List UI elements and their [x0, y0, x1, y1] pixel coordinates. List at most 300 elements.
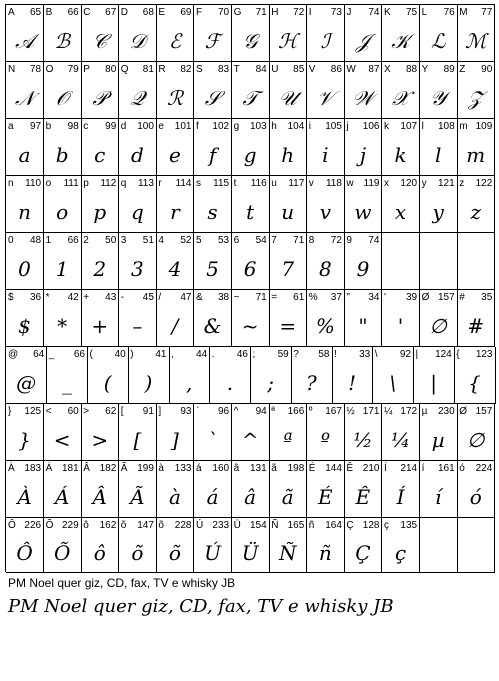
glyph-char-label: Ô — [8, 520, 16, 531]
empty-cell — [382, 233, 420, 290]
glyph-cell — [194, 176, 232, 233]
glyph-code-label: 66 — [67, 7, 79, 18]
glyph-code-label: 230 — [438, 406, 455, 417]
glyph-cell — [420, 176, 458, 233]
glyph-char-label: à — [158, 463, 164, 474]
glyph-sample: ã — [281, 484, 294, 509]
glyph-code-label: 46 — [236, 349, 248, 360]
glyph-char-label: s — [196, 178, 201, 189]
glyph-sample: ª — [282, 427, 293, 452]
glyph-cell — [6, 62, 44, 119]
glyph-code-label: 125 — [24, 406, 42, 417]
glyph-sample: f — [208, 142, 217, 167]
glyph-code-label: 164 — [325, 520, 342, 531]
glyph-code-label: 35 — [481, 292, 493, 303]
glyph-char-label: h — [271, 121, 277, 132]
glyph-char-label: Ñ — [271, 520, 279, 531]
glyph-sample: 2 — [93, 256, 107, 281]
glyph-char-label: + — [83, 292, 90, 303]
glyph-sample: y — [432, 199, 444, 224]
glyph-cell — [344, 404, 382, 461]
glyph-sample: $ — [18, 313, 31, 338]
glyph-char-label: Y — [421, 64, 429, 75]
glyph-code-label: 172 — [400, 406, 418, 417]
sample-text-script: PM Noel quer giz, CD, fax, TV e whisky JB — [8, 596, 394, 617]
glyph-char-label: w — [346, 178, 354, 189]
glyph-cell — [457, 5, 495, 62]
glyph-char-label: ; — [252, 349, 256, 360]
glyph-sample: 𝒢 — [243, 28, 258, 53]
glyph-char-label: í — [421, 463, 425, 474]
glyph-code-label: 45 — [142, 292, 154, 303]
glyph-sample: ^ — [241, 427, 259, 452]
glyph-sample: 𝒥 — [356, 28, 370, 53]
glyph-char-label: u — [271, 178, 277, 189]
glyph-cell — [232, 5, 270, 62]
glyph-cell — [344, 176, 382, 233]
glyph-code-label: 226 — [24, 520, 42, 531]
glyph-sample: 𝒜 — [15, 28, 34, 53]
glyph-cell — [307, 62, 345, 119]
glyph-row — [6, 347, 496, 404]
glyph-code-label: 62 — [105, 406, 117, 417]
glyph-cell — [44, 233, 82, 290]
glyph-char-label: Z — [459, 64, 466, 75]
glyph-cell — [307, 461, 345, 518]
glyph-char-label: Í — [384, 463, 387, 474]
glyph-cell — [156, 290, 194, 347]
glyph-code-label: 112 — [100, 178, 117, 189]
glyph-code-label: 124 — [435, 349, 452, 360]
glyph-sample: ! — [348, 370, 357, 395]
glyph-code-label: 50 — [105, 235, 117, 246]
glyph-char-label: 3 — [120, 235, 127, 246]
glyph-cell — [194, 62, 232, 119]
glyph-cell — [344, 5, 382, 62]
glyph-cell — [44, 404, 82, 461]
glyph-char-label: t — [233, 178, 237, 189]
glyph-char-label: Â — [83, 463, 90, 474]
glyph-char-label: - — [120, 292, 125, 303]
glyph-char-label: q — [120, 178, 127, 189]
glyph-code-label: 94 — [255, 406, 267, 417]
glyph-char-label: 9 — [346, 235, 352, 246]
glyph-char-label: } — [8, 406, 12, 417]
glyph-row — [6, 233, 496, 290]
glyph-sample: ℒ — [430, 28, 446, 53]
glyph-code-label: 118 — [325, 178, 342, 189]
glyph-code-label: 162 — [99, 520, 117, 531]
glyph-code-label: 72 — [293, 7, 305, 18]
glyph-code-label: 198 — [287, 463, 305, 474]
glyph-sample: Â — [92, 484, 107, 509]
glyph-char-label: k — [384, 121, 389, 132]
glyph-sample: k — [394, 142, 407, 167]
glyph-char-label: K — [384, 7, 391, 18]
glyph-sample: Ñ — [278, 540, 297, 565]
glyph-code-label: 181 — [62, 463, 79, 474]
glyph-sample: \ — [389, 370, 397, 395]
glyph-cell — [344, 290, 382, 347]
glyph-row — [6, 461, 496, 518]
glyph-code-label: 135 — [400, 520, 418, 531]
glyph-sample: ℐ — [320, 28, 331, 53]
glyph-sample: @ — [16, 370, 37, 395]
glyph-cell — [81, 290, 119, 347]
glyph-sample: p — [93, 199, 107, 224]
glyph-code-label: 105 — [325, 121, 342, 132]
glyph-cell — [44, 461, 82, 518]
glyph-code-label: 120 — [400, 178, 418, 189]
glyph-sample: 3 — [130, 256, 144, 281]
glyph-cell — [307, 233, 345, 290]
glyph-cell — [269, 62, 307, 119]
glyph-code-label: 40 — [114, 349, 126, 360]
glyph-cell — [156, 5, 194, 62]
glyph-cell — [194, 5, 232, 62]
glyph-code-label: 101 — [174, 121, 192, 132]
glyph-sample: h — [281, 142, 295, 167]
glyph-char-label: G — [233, 7, 242, 18]
glyph-cell — [156, 119, 194, 176]
glyph-char-label: L — [421, 7, 428, 18]
glyph-char-label: 1 — [45, 235, 52, 246]
glyph-code-label: 65 — [29, 7, 42, 18]
glyph-sample: ∅ — [429, 313, 447, 338]
glyph-char-label: A — [8, 7, 15, 18]
glyph-char-label: y — [421, 178, 427, 189]
glyph-sample: > — [91, 427, 109, 452]
glyph-code-label: 183 — [24, 463, 42, 474]
glyph-code-label: 165 — [287, 520, 305, 531]
glyph-cell — [156, 62, 194, 119]
glyph-cell — [194, 290, 232, 347]
glyph-code-label: 73 — [330, 7, 342, 18]
glyph-code-label: 38 — [217, 292, 230, 303]
glyph-cell — [119, 518, 157, 573]
glyph-cell — [119, 404, 157, 461]
glyph-char-label: & — [196, 292, 203, 303]
glyph-row — [6, 518, 496, 573]
glyph-char-label: _ — [48, 349, 55, 360]
glyph-char-label: À — [8, 463, 15, 474]
glyph-sample: º — [320, 427, 331, 452]
glyph-cell — [382, 290, 420, 347]
glyph-code-label: 37 — [330, 292, 342, 303]
glyph-sample: ; — [267, 370, 274, 395]
glyph-code-label: 123 — [475, 349, 493, 360]
glyph-sample: e — [169, 142, 181, 167]
glyph-char-label: D — [120, 7, 129, 18]
glyph-char-label: P — [83, 64, 90, 75]
glyph-cell — [457, 290, 495, 347]
glyph-char-label: Ú — [196, 520, 204, 531]
glyph-sample: [ — [133, 427, 142, 452]
glyph-code-label: 96 — [217, 406, 230, 417]
glyph-char-label: B — [45, 7, 53, 18]
glyph-code-label: 102 — [212, 121, 230, 132]
glyph-code-label: 93 — [180, 406, 192, 417]
glyph-sample: ? — [306, 370, 317, 395]
glyph-cell — [6, 347, 47, 404]
glyph-cell — [169, 347, 210, 404]
glyph-sample: 7 — [281, 256, 295, 281]
glyph-sample: " — [358, 313, 368, 338]
glyph-code-label: 58 — [318, 349, 330, 360]
glyph-cell — [344, 62, 382, 119]
glyph-cell — [307, 176, 345, 233]
glyph-char-label: $ — [8, 292, 14, 303]
glyph-cell — [81, 119, 119, 176]
glyph-sample: ℳ — [465, 28, 487, 53]
glyph-sample: µ — [431, 427, 445, 452]
glyph-code-label: 114 — [175, 178, 192, 189]
glyph-code-label: 79 — [67, 64, 79, 75]
glyph-code-label: 111 — [63, 178, 79, 189]
glyph-sample: – — [132, 313, 143, 338]
glyph-cell — [269, 119, 307, 176]
glyph-code-label: 41 — [155, 349, 167, 360]
glyph-char-label: ñ — [308, 520, 315, 531]
glyph-cell — [382, 518, 420, 573]
glyph-code-label: 228 — [174, 520, 192, 531]
glyph-code-label: 229 — [62, 520, 79, 531]
glyph-code-label: 74 — [368, 235, 380, 246]
glyph-sample: ~ — [241, 313, 259, 338]
glyph-char-label: | — [415, 349, 419, 360]
glyph-char-label: E — [158, 7, 166, 18]
glyph-cell — [457, 62, 495, 119]
glyph-cell — [232, 176, 270, 233]
glyph-cell — [44, 290, 82, 347]
glyph-sample: s — [207, 199, 218, 224]
glyph-code-label: 83 — [217, 64, 230, 75]
glyph-cell — [156, 518, 194, 573]
glyph-char-label: v — [308, 178, 314, 189]
glyph-char-label: g — [233, 121, 240, 132]
glyph-cell — [457, 404, 495, 461]
glyph-sample: . — [226, 370, 234, 395]
glyph-sample: 𝒟 — [129, 28, 146, 53]
glyph-sample: 6 — [243, 256, 257, 281]
glyph-cell — [344, 119, 382, 176]
glyph-code-label: 42 — [67, 292, 79, 303]
glyph-code-label: 76 — [443, 7, 455, 18]
glyph-cell — [128, 347, 169, 404]
glyph-char-label: ` — [196, 406, 200, 417]
glyph-code-label: 154 — [250, 520, 267, 531]
glyph-sample: + — [91, 313, 109, 338]
glyph-char-label: Ê — [346, 463, 354, 474]
glyph-sample: % — [315, 313, 335, 338]
glyph-cell — [420, 5, 458, 62]
glyph-char-label: < — [45, 406, 52, 417]
glyph-cell — [44, 5, 82, 62]
glyph-code-label: 53 — [217, 235, 230, 246]
glyph-char-label: ] — [158, 406, 162, 417]
glyph-char-label: ? — [293, 349, 299, 360]
glyph-sample: Ü — [241, 540, 259, 565]
glyph-code-label: 110 — [25, 178, 42, 189]
glyph-char-label: [ — [120, 406, 124, 417]
glyph-code-label: 199 — [137, 463, 154, 474]
glyph-char-label: # — [459, 292, 465, 303]
glyph-cell — [382, 461, 420, 518]
glyph-code-label: 67 — [105, 7, 117, 18]
glyph-code-label: 166 — [287, 406, 305, 417]
glyph-sample: 0 — [18, 256, 31, 281]
glyph-char-label: X — [384, 64, 391, 75]
glyph-sample: c — [94, 142, 106, 167]
glyph-cell — [332, 347, 373, 404]
glyph-char-label: Ø — [421, 292, 430, 303]
glyph-cell — [6, 176, 44, 233]
glyph-char-label: 5 — [196, 235, 202, 246]
glyph-code-label: 122 — [475, 178, 493, 189]
glyph-code-label: 117 — [288, 178, 305, 189]
glyph-sample: 𝒳 — [391, 85, 410, 110]
glyph-code-label: 131 — [250, 463, 267, 474]
glyph-code-label: 107 — [400, 121, 418, 132]
glyph-char-label: > — [83, 406, 90, 417]
glyph-sample: * — [57, 313, 68, 338]
glyph-row — [6, 404, 496, 461]
glyph-sample: 9 — [356, 256, 370, 281]
glyph-row — [6, 5, 496, 62]
glyph-cell — [454, 347, 495, 404]
glyph-sample: á — [206, 484, 219, 509]
glyph-cell — [156, 176, 194, 233]
glyph-sample: Õ — [53, 540, 71, 565]
glyph-code-label: 77 — [481, 7, 493, 18]
glyph-char-label: Ã — [120, 463, 128, 474]
glyph-char-label: i — [308, 121, 312, 132]
glyph-sample: ¼ — [390, 427, 411, 452]
glyph-cell — [457, 119, 495, 176]
glyph-code-label: 66 — [73, 349, 85, 360]
glyph-char-label: \ — [374, 349, 378, 360]
glyph-char-label: ) — [130, 349, 134, 360]
glyph-char-label: F — [196, 7, 203, 18]
glyph-char-label: I — [308, 7, 312, 18]
glyph-char-label: á — [196, 463, 202, 474]
glyph-cell — [269, 176, 307, 233]
glyph-sample: Í — [396, 484, 405, 509]
glyph-code-label: 87 — [368, 64, 380, 75]
glyph-code-label: 167 — [325, 406, 342, 417]
glyph-code-label: 160 — [212, 463, 230, 474]
glyph-char-label: J — [346, 7, 352, 18]
glyph-sample: } — [18, 427, 31, 452]
glyph-code-label: 64 — [33, 349, 45, 360]
glyph-char-label: l — [421, 121, 424, 132]
glyph-char-label: Ç — [346, 520, 354, 531]
glyph-char-label: O — [45, 64, 54, 75]
glyph-char-label: µ — [421, 406, 428, 417]
glyph-code-label: 33 — [359, 349, 371, 360]
glyph-code-label: 161 — [438, 463, 455, 474]
glyph-code-label: 147 — [137, 520, 154, 531]
glyph-cell — [232, 518, 270, 573]
glyph-cell — [269, 5, 307, 62]
glyph-char-label: ô — [83, 520, 89, 531]
glyph-code-label: 39 — [405, 292, 418, 303]
glyph-sample: { — [468, 370, 481, 395]
glyph-code-label: 106 — [362, 121, 380, 132]
glyph-char-label: a — [8, 121, 14, 132]
glyph-char-label: j — [346, 121, 349, 132]
glyph-code-label: 233 — [212, 520, 230, 531]
glyph-sample: Ô — [16, 540, 33, 565]
glyph-cell — [44, 518, 82, 573]
glyph-sample: w — [354, 199, 372, 224]
glyph-cell — [44, 176, 82, 233]
glyph-cell — [307, 290, 345, 347]
glyph-cell — [232, 290, 270, 347]
glyph-sample: 𝒵 — [468, 85, 484, 110]
glyph-sample: # — [467, 313, 485, 338]
glyph-code-label: 109 — [475, 121, 493, 132]
glyph-cell — [6, 119, 44, 176]
empty-cell — [457, 233, 495, 290]
glyph-cell — [47, 347, 88, 404]
glyph-sample: É — [318, 484, 333, 509]
glyph-sample: Á — [54, 484, 70, 509]
glyph-grid — [5, 4, 495, 572]
glyph-char-label: É — [308, 463, 316, 474]
glyph-sample: n — [18, 199, 31, 224]
glyph-sample: | — [430, 370, 437, 395]
glyph-sample: i — [322, 142, 329, 167]
glyph-char-label: r — [158, 178, 162, 189]
glyph-cell — [44, 62, 82, 119]
glyph-char-label: e — [158, 121, 164, 132]
glyph-cell — [119, 62, 157, 119]
glyph-char-label: % — [308, 292, 318, 303]
glyph-row — [6, 290, 496, 347]
glyph-cell — [6, 461, 44, 518]
glyph-char-label: d — [120, 121, 127, 132]
glyph-cell — [269, 518, 307, 573]
glyph-cell — [420, 290, 458, 347]
glyph-sample: Ç — [355, 540, 371, 565]
glyph-sample: 4 — [168, 256, 182, 281]
glyph-code-label: 224 — [475, 463, 493, 474]
glyph-char-label: M — [459, 7, 468, 18]
glyph-char-label: S — [196, 64, 203, 75]
glyph-char-label: õ — [120, 520, 127, 531]
glyph-char-label: ' — [384, 292, 386, 303]
glyph-sample: z — [470, 199, 481, 224]
glyph-sample: 𝒱 — [317, 85, 334, 110]
glyph-sample: & — [203, 313, 222, 338]
glyph-cell — [420, 461, 458, 518]
glyph-sample: Ê — [355, 484, 371, 509]
glyph-cell — [414, 347, 455, 404]
glyph-char-label: = — [271, 292, 278, 303]
glyph-char-label: ( — [89, 349, 93, 360]
glyph-char-label: T — [233, 64, 240, 75]
glyph-cell — [232, 461, 270, 518]
glyph-code-label: 157 — [475, 406, 493, 417]
glyph-cell — [307, 119, 345, 176]
glyph-code-label: 214 — [400, 463, 418, 474]
glyph-char-label: ¼ — [384, 406, 393, 417]
glyph-char-label: º — [308, 406, 313, 417]
glyph-code-label: 70 — [217, 7, 230, 18]
glyph-sample: l — [434, 142, 442, 167]
glyph-char-label: V — [308, 64, 316, 75]
